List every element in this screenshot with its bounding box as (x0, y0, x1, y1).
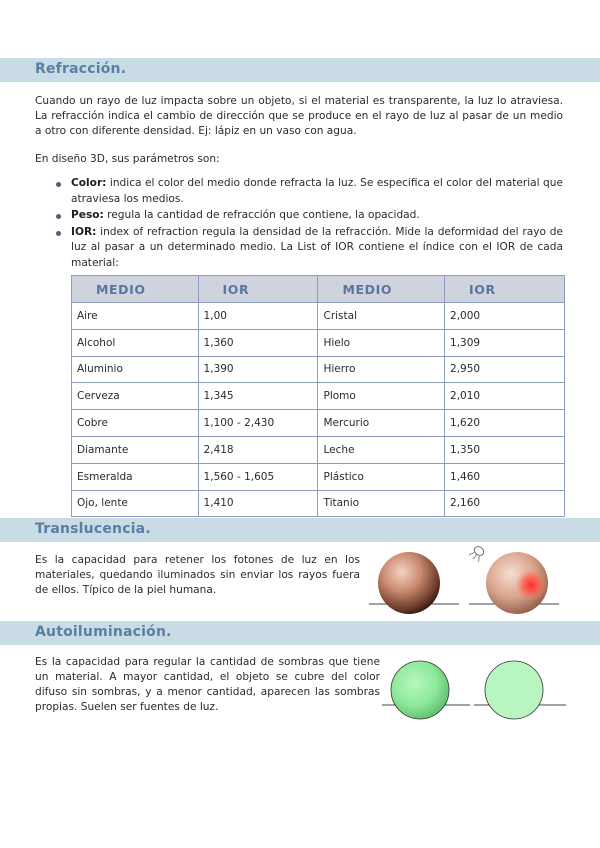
table-cell: Cerveza (72, 383, 199, 410)
section-bar-refraccion (0, 58, 600, 82)
section-bar-translucencia (0, 518, 600, 542)
table-cell: Plomo (318, 383, 445, 410)
table-row (72, 463, 565, 490)
table-cell: 1,345 (198, 383, 318, 410)
table-cell: Cristal (318, 303, 445, 330)
subsurface-glow (515, 569, 547, 601)
bullet-term: Peso: (71, 209, 104, 221)
table-cell: 2,010 (445, 383, 565, 410)
autoiluminacion-text: Es la capacidad para regular la cantidad de sombras que tiene un material. A mayor cantidad, el objeto se cubre del color difuso sin sombras, y a menor cantidad, aparecen las sombras propias. Suelen ser fuentes de luz. (35, 656, 380, 713)
table-row (72, 490, 565, 517)
table-header-row (72, 276, 565, 303)
table-row (72, 410, 565, 437)
table-cell: Alcohol (72, 329, 199, 356)
table-row (72, 329, 565, 356)
bullet-text: index of refraction regula la densidad de la refracción. Mide la deformidad del rayo de luz al pasar a un determinado medio. La List of IOR contiene el índice con el IOR de cada material: (71, 225, 563, 269)
table-cell: Hierro (318, 356, 445, 383)
table-cell: 2,000 (445, 303, 565, 330)
table-cell: 1,410 (198, 490, 318, 517)
table-cell: Aire (72, 303, 199, 330)
refraccion-intro: Cuando un rayo de luz impacta sobre un objeto, si el material es transparente, la luz lo atraviesa. La refracción indica el cambio de dirección que se produce en el rayo de luz al pasar de un medio a otro con diferente densidad. Ej: lápiz en un vaso con agua. (35, 95, 563, 137)
table-cell: 2,950 (445, 356, 565, 383)
table-cell: 1,350 (445, 436, 565, 463)
shaded-green-sphere (391, 661, 449, 719)
list-item (55, 225, 563, 272)
table-row (72, 356, 565, 383)
bullet-term: Color: (71, 177, 107, 189)
table-cell: Ojo, lente (72, 490, 199, 517)
table-cell: 1,100 - 2,430 (198, 410, 318, 437)
ior-table (71, 275, 565, 517)
table-cell: Hielo (318, 329, 445, 356)
table-cell: Aluminio (72, 356, 199, 383)
column-header: MEDIO (72, 276, 199, 303)
bullet-text: indica el color del medio donde refracta la luz. Se especifica el color del material que atraviesa los medios. (71, 177, 563, 205)
table-cell: Plástico (318, 463, 445, 490)
section-title: Autoiluminación. (35, 624, 172, 640)
table-cell: Titanio (318, 490, 445, 517)
table-cell: Leche (318, 436, 445, 463)
self-lit-green-sphere (485, 661, 543, 719)
table-row (72, 436, 565, 463)
table-cell: 1,620 (445, 410, 565, 437)
bullet-term: IOR: (71, 225, 97, 238)
table-cell: 1,560 - 1,605 (198, 463, 318, 490)
table-cell: 1,460 (445, 463, 565, 490)
section-bar-autoiluminacion (0, 621, 600, 645)
table-cell: 2,160 (445, 490, 565, 517)
column-header: IOR (445, 276, 565, 303)
table-cell: 2,418 (198, 436, 318, 463)
table-row (72, 303, 565, 330)
table-cell: 1,390 (198, 356, 318, 383)
table-cell: Cobre (72, 410, 199, 437)
section-title: Refracción. (35, 61, 127, 77)
table-cell: Esmeralda (72, 463, 199, 490)
bullet-text: regula la cantidad de refracción que contiene, la opacidad. (103, 209, 420, 221)
table-cell: Diamante (72, 436, 199, 463)
self-illumination-illustration (380, 652, 570, 724)
section-title: Translucencia. (35, 521, 151, 537)
table-cell: Mercurio (318, 410, 445, 437)
params-intro: En diseño 3D, sus parámetros son: (35, 153, 220, 165)
table-cell: 1,309 (445, 329, 565, 356)
column-header: IOR (198, 276, 318, 303)
table-cell: 1,00 (198, 303, 318, 330)
list-item (55, 176, 563, 207)
spotlight-icon (468, 545, 486, 563)
skin-sphere (378, 552, 440, 614)
column-header: MEDIO (318, 276, 445, 303)
table-row (72, 383, 565, 410)
parameter-list (55, 176, 563, 272)
translucencia-text: Es la capacidad para retener los fotones de luz en los materiales, quedando iluminados sin enviar los rayos fuera de ellos. Típico de la piel humana. (35, 554, 360, 596)
translucency-illustration (365, 545, 565, 617)
list-item (55, 208, 563, 224)
table-cell: 1,360 (198, 329, 318, 356)
table-body (72, 303, 565, 517)
